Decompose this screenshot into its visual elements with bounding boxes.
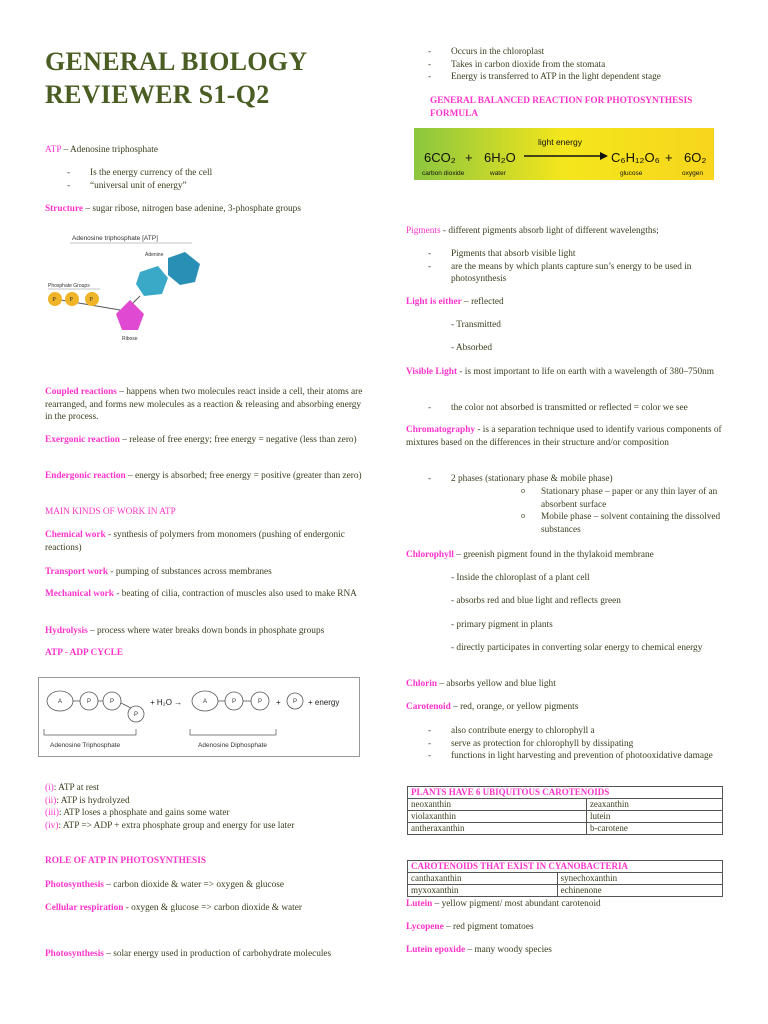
chromatography-phases	[406, 486, 726, 536]
lycopene-def: Lycopene – red pigment tomatoes	[406, 922, 534, 932]
chlorophyll-def: Chlorophyll – greenish pigment found in the thylakoid membrane	[406, 550, 654, 560]
kinds-heading: MAIN KINDS OF WORK IN ATP	[45, 507, 176, 517]
coupled-reactions: Coupled reactions – happens when two molecules react inside a cell, their atoms are rearranged, and forms new molecules as a reaction & releasing and absorbing energy in the process.	[45, 387, 363, 423]
visible-light-def: Visible Light - is most important to life on earth with a wavelength of 380–750nm	[406, 367, 714, 377]
pigments-points	[406, 248, 726, 286]
list-item: (ii): ATP is hydrolyzed	[45, 795, 130, 806]
svg-text:A: A	[57, 699, 63, 705]
transport-work: Transport work - pumping of substances across membranes	[45, 567, 272, 577]
table-row: myxoxanthin echinenone	[408, 885, 723, 897]
svg-text:+: +	[665, 150, 673, 165]
pigments-def: Pigments - different pigments absorb light of different wavelengths;	[406, 226, 659, 236]
svg-text:6H₂O: 6H₂O	[484, 150, 516, 165]
svg-text:6CO₂: 6CO₂	[424, 150, 456, 165]
list-item: (iv): ATP => ADP + extra phosphate group and energy for use later	[45, 820, 295, 831]
adenine-ring	[168, 252, 200, 285]
svg-text:P: P	[257, 699, 263, 705]
list-item: (i): ATP at rest	[45, 783, 100, 793]
list-item: - also contribute energy to chlorophyll a	[406, 725, 726, 738]
chlorophyll-point: - absorbs red and blue light and reflects green	[451, 596, 621, 606]
page-title: GENERAL BIOLOGY REVIEWER S1-Q2	[45, 47, 308, 109]
svg-text:Ribose: Ribose	[122, 336, 138, 342]
visible-light-points	[406, 402, 726, 415]
table-heading: CAROTENOIDS THAT EXIST IN CYANOBACTERIA	[408, 861, 723, 873]
list-item: - functions in light harvesting and prevention of photooxidative damage	[406, 750, 726, 763]
table-heading: PLANTS HAVE 6 UBIQUITOUS CAROTENOIDS	[408, 787, 723, 799]
role-heading: ROLE OF ATP IN PHOTOSYNTHESIS	[45, 856, 207, 866]
svg-text:P: P	[52, 297, 56, 303]
lutein-epoxide-def: Lutein epoxide – many woody species	[406, 945, 552, 955]
carotenoid-points	[406, 725, 726, 763]
cycle-heading: ATP - ADP CYCLE	[45, 648, 124, 658]
atp-diagram-title: Adenosine triphosphate [ATP]	[72, 235, 158, 242]
list-item: o Mobile phase – solvent containing the dissolved substances	[406, 511, 726, 536]
chlorin-def: Chlorin – absorbs yellow and blue light	[406, 679, 556, 689]
chromatography-def: Chromatography - is a separation technique used to identify various components of mixtures based on the differences in their structure and/or composition	[406, 425, 722, 448]
table-row: antheraxanthin b-carotene	[408, 823, 723, 835]
svg-text:P: P	[89, 297, 93, 303]
table-row: canthaxanthin synechoxanthin	[408, 873, 723, 885]
lutein-def: Lutein – yellow pigment/ most abundant carotenoid	[406, 899, 601, 909]
light-absorbed: - Absorbed	[451, 343, 493, 353]
svg-text:+: +	[276, 698, 281, 707]
chromatography-points	[406, 473, 726, 486]
svg-text:A: A	[202, 699, 208, 705]
svg-text:P: P	[86, 699, 92, 705]
hydrolysis: Hydrolysis – process where water breaks down bonds in phosphate groups	[45, 626, 325, 636]
endergonic-reaction: Endergonic reaction – energy is absorbed; free energy = positive (greater than zero)	[45, 471, 362, 481]
list-item: - 2 phases (stationary phase & mobile phase)	[406, 473, 726, 486]
structure-definition: Structure – sugar ribose, nitrogen base adenine, 3-phosphate groups	[45, 204, 301, 214]
chlorophyll-point: - primary pigment in plants	[451, 620, 553, 630]
svg-text:P: P	[231, 699, 237, 705]
table-row: neoxanthin zeaxanthin	[408, 799, 723, 811]
photosynthesis-def-2: Photosynthesis – solar energy used in production of carbohydrate molecules	[45, 949, 332, 959]
svg-text:light energy: light energy	[538, 137, 582, 147]
chlorophyll-point: - Inside the chloroplast of a plant cell	[451, 573, 590, 583]
atp-structure-diagram	[40, 230, 200, 355]
list-item: - Energy is transferred to ATP in the light dependent stage	[406, 71, 726, 84]
list-item: - Is the energy currency of the cell	[45, 167, 365, 180]
mechanical-work: Mechanical work - beating of cilia, contraction of muscles also used to make RNA	[45, 589, 357, 599]
exergonic-reaction: Exergonic reaction – release of free energy; free energy = negative (less than zero)	[45, 435, 357, 445]
svg-text:water: water	[490, 170, 506, 177]
atp-adp-cycle-diagram	[38, 677, 360, 757]
list-item: - Occurs in the chloroplast	[406, 46, 726, 59]
formula-heading: GENERAL BALANCED REACTION FOR PHOTOSYNTHESIS FORMULA	[430, 96, 693, 119]
list-item: o Stationary phase – paper or any thin layer of an absorbent surface	[406, 486, 726, 511]
svg-text:P: P	[109, 699, 115, 705]
svg-text:oxygen: oxygen	[682, 170, 703, 177]
list-item: (iii): ATP loses a phosphate and gains some water	[45, 808, 230, 819]
light-transmitted: - Transmitted	[451, 320, 501, 330]
cycle-steps	[45, 782, 365, 832]
chloroplast-points	[406, 46, 726, 84]
svg-text:C₆H₁₂O₆: C₆H₁₂O₆	[611, 150, 660, 165]
table-row: violaxanthin lutein	[408, 811, 723, 823]
svg-text:P: P	[292, 699, 298, 705]
ribose-shape	[116, 300, 144, 330]
svg-text:+: +	[465, 150, 473, 165]
adenine-ring-2	[136, 266, 168, 296]
list-item: - the color not absorbed is transmitted or reflected = color we see	[406, 402, 726, 415]
svg-text:6O₂: 6O₂	[684, 150, 707, 165]
svg-text:+ energy: + energy	[308, 698, 340, 707]
plant-carotenoids-table	[407, 786, 723, 835]
chemical-work: Chemical work - synthesis of polymers from monomers (pushing of endergonic reactions)	[45, 530, 345, 553]
cyanobacteria-carotenoids-table	[407, 860, 723, 897]
svg-text:+ H₂O →: + H₂O →	[150, 698, 183, 707]
list-item: - Takes in carbon dioxide from the stomata	[406, 59, 726, 72]
svg-text:carbon dioxide: carbon dioxide	[422, 170, 465, 177]
svg-text:Phosphate Groups: Phosphate Groups	[48, 283, 90, 289]
svg-text:P: P	[133, 712, 139, 718]
list-item: - “universal unit of energy”	[45, 180, 365, 193]
light-def: Light is either – reflected	[406, 297, 504, 307]
svg-text:Adenosine Diphosphate: Adenosine Diphosphate	[198, 742, 268, 749]
svg-text:Adenosine Triphosphate: Adenosine Triphosphate	[50, 742, 121, 749]
chlorophyll-point: - directly participates in converting solar energy to chemical energy	[451, 643, 703, 653]
photosynthesis-formula	[414, 128, 714, 180]
svg-text:Adenine: Adenine	[145, 252, 164, 258]
svg-text:glucose: glucose	[620, 170, 643, 177]
list-item: - are the means by which plants capture sun’s energy to be used in photosynthesis	[406, 261, 726, 286]
photosynthesis-def: Photosynthesis – carbon dioxide & water => oxygen & glucose	[45, 880, 285, 890]
atp-points	[45, 167, 365, 192]
svg-text:P: P	[69, 297, 73, 303]
list-item: - Pigments that absorb visible light	[406, 248, 726, 261]
atp-definition: ATP – Adenosine triphosphate	[45, 145, 159, 155]
respiration-def: Cellular respiration - oxygen & glucose => carbon dioxide & water	[45, 903, 302, 913]
list-item: - serve as protection for chlorophyll by dissipating	[406, 738, 726, 751]
carotenoid-def: Carotenoid – red, orange, or yellow pigments	[406, 702, 579, 712]
